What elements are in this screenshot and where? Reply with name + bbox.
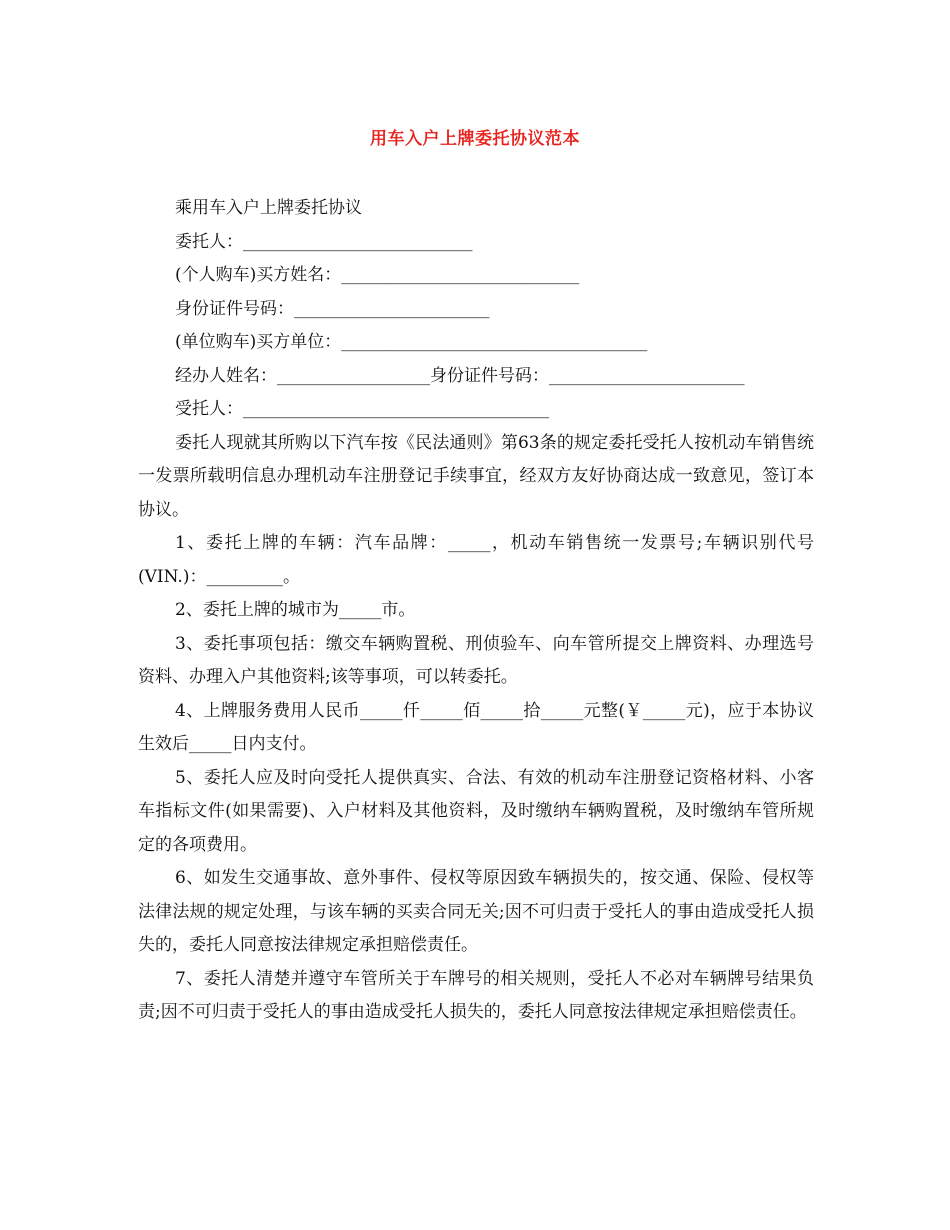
individual-buyer-name-field: (个人购车)买方姓名：____________________________	[175, 265, 580, 285]
document-title: 用车入户上牌委托协议范本	[370, 129, 580, 149]
agreement-heading: 乘用车入户上牌委托协议	[175, 198, 362, 218]
document-body	[138, 192, 814, 1030]
clause-7: 7、委托人清楚并遵守车管所关于车牌号的相关规则，受托人不必对车辆牌号结果负责;因不可归责于受托人的事由造成受托人损失的，委托人同意按法律规定承担赔偿责任。	[138, 968, 814, 1022]
clause-4: 4、上牌服务费用人民币_____仟_____佰_____拾_____元整(￥_____元)，应于本协议生效后_____日内支付。	[138, 700, 814, 754]
agent-name-id-field: 经办人姓名：__________________身份证件号码：_______________________	[175, 365, 745, 386]
clause-2: 2、委托上牌的城市为_____市。	[175, 600, 416, 620]
id-number-field: 身份证件号码：_______________________	[175, 298, 490, 319]
clause-5: 5、委托人应及时向受托人提供真实、合法、有效的机动车注册登记资格材料、小客车指标文件(如果需要)、入户材料及其他资料，及时缴纳车辆购置税，及时缴纳车管所规定的各项费用。	[138, 767, 814, 855]
company-buyer-field: (单位购车)买方单位：____________________________________	[175, 332, 648, 352]
clause-6: 6、如发生交通事故、意外事件、侵权等原因致车辆损失的，按交通、保险、侵权等法律法规的规定处理，与该车辆的买卖合同无关;因不可归责于受托人的事由造成受托人损失的，委托人同意按法律规定承担赔偿责任。	[138, 868, 814, 955]
clause-3: 3、委托事项包括：缴交车辆购置税、刑侦验车、向车管所提交上牌资料、办理选号资料、办理入户其他资料;该等事项，可以转委托。	[138, 633, 814, 687]
preamble-paragraph: 委托人现就其所购以下汽车按《民法通则》第63条的规定委托受托人按机动车销售统一发票所载明信息办理机动车注册登记手续事宜，经双方友好协商达成一致意见，签订本协议。	[138, 432, 814, 520]
principal-field: 委托人：___________________________	[175, 231, 473, 252]
clause-1: 1、委托上牌的车辆：汽车品牌：_____，机动车销售统一发票号;车辆识别代号(VIN.)：_________。	[138, 533, 814, 587]
trustee-field: 受托人：____________________________________	[175, 399, 549, 419]
